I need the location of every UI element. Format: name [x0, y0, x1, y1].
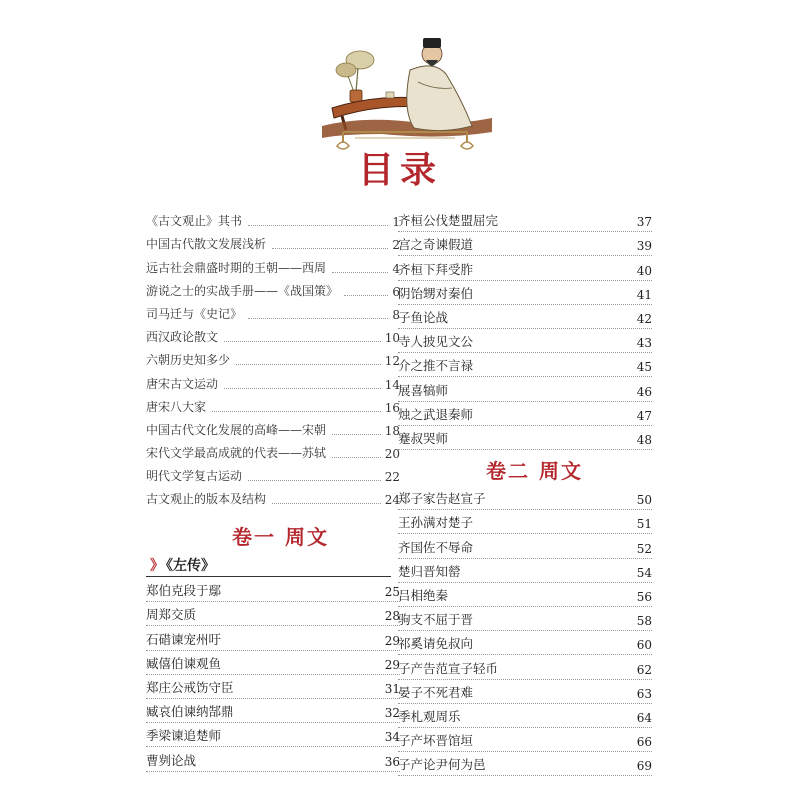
toc-entry-title: 古文观止的版本及结构 [146, 492, 267, 507]
toc-entry-title: 齐桓下拜受胙 [398, 261, 474, 277]
dot-leader [224, 341, 381, 342]
toc-entry[interactable] [146, 699, 400, 723]
toc-entry-title: 子产坏晋馆垣 [398, 733, 474, 749]
toc-entry[interactable] [398, 305, 652, 329]
toc-entry-page: 18 [384, 423, 400, 438]
toc-entry[interactable] [146, 208, 400, 231]
dot-leader [332, 272, 388, 273]
toc-entry[interactable] [398, 353, 652, 377]
toc-entry-page: 56 [636, 589, 652, 604]
toc-entry-page: 36 [384, 754, 400, 769]
toc-entry[interactable] [398, 329, 652, 353]
toc-entry-title: 臧僖伯谏观鱼 [146, 655, 222, 671]
toc-entry-page: 10 [384, 331, 400, 346]
scholar-illustration [322, 30, 492, 140]
toc-entry-title: 季札观周乐 [398, 708, 461, 724]
toc-entry-page: 31 [384, 681, 400, 696]
toc-entry[interactable] [398, 607, 652, 631]
dot-leader [248, 318, 388, 319]
toc-entry-page: 29 [384, 633, 400, 648]
toc-entry-title: 远古社会鼎盛时期的王朝——西周 [146, 260, 327, 275]
toc-entry-title: 蹇叔哭师 [398, 430, 449, 446]
toc-entry-title: 明代文学复古运动 [146, 469, 243, 484]
toc-entry-page: 43 [636, 336, 652, 351]
toc-entry-page: 16 [384, 400, 400, 415]
toc-entry-title: 石碏谏宠州吁 [146, 631, 222, 647]
toc-entry[interactable] [146, 324, 400, 347]
toc-entry-title: 郑伯克段于鄢 [146, 583, 222, 599]
toc-entry-title: 子鱼论战 [398, 309, 449, 325]
toc-entry-title: 晏子不死君难 [398, 684, 474, 700]
toc-entry-title: 子产论尹何为邑 [398, 757, 486, 773]
toc-entry[interactable] [398, 583, 652, 607]
volume-two-heading: 卷二 周文 [486, 459, 583, 483]
toc-entry-page: 20 [384, 447, 400, 462]
toc-entry-title: 中国古代文化发展的高峰——宋朝 [146, 422, 327, 437]
toc-entry[interactable] [398, 510, 652, 534]
dot-leader [332, 434, 381, 435]
toc-entry[interactable] [398, 281, 652, 305]
toc-entry[interactable] [398, 752, 652, 776]
toc-entry-title: 寺人披见文公 [398, 334, 474, 350]
toc-entry-page: 45 [636, 360, 652, 375]
toc-entry-page: 2 [392, 238, 400, 253]
toc-entry-page: 8 [392, 307, 400, 322]
toc-entry-page: 22 [384, 470, 400, 485]
toc-entry[interactable] [146, 723, 400, 747]
toc-entry[interactable] [146, 486, 400, 509]
right-list [398, 208, 652, 450]
toc-entry-page: 4 [392, 261, 400, 276]
toc-entry-page: 62 [636, 662, 652, 677]
toc-entry-title: 驹支不屈于晋 [398, 612, 474, 628]
subsection-divider [146, 576, 391, 577]
toc-entry-title: 祁奚请免叔向 [398, 636, 474, 652]
volume-two-list [398, 486, 652, 776]
toc-entry-page: 69 [636, 759, 652, 774]
toc-entry[interactable] [146, 301, 400, 324]
toc-entry-page: 63 [636, 686, 652, 701]
toc-entry-title: 郑子家告赵宣子 [398, 491, 486, 507]
toc-entry[interactable] [146, 747, 400, 771]
toc-entry[interactable] [146, 347, 400, 370]
toc-entry-page: 47 [636, 408, 652, 423]
toc-entry[interactable] [146, 602, 400, 626]
toc-entry[interactable] [398, 655, 652, 679]
toc-entry-title: 王孙满对楚子 [398, 515, 474, 531]
toc-entry-title: 唐宋古文运动 [146, 376, 219, 391]
dot-leader [212, 411, 381, 412]
toc-entry-title: 《古文观止》其书 [146, 214, 243, 229]
toc-entry-page: 41 [636, 287, 652, 302]
toc-entry-title: 西汉政论散文 [146, 330, 219, 345]
toc-entry[interactable] [398, 534, 652, 558]
toc-entry[interactable] [398, 426, 652, 450]
toc-entry[interactable] [398, 377, 652, 401]
dot-leader [344, 295, 388, 296]
dot-leader [332, 457, 381, 458]
toc-entry-page: 37 [636, 215, 652, 230]
toc-entry-page: 14 [384, 377, 400, 392]
toc-entry-page: 64 [636, 710, 652, 725]
toc-entry-page: 34 [384, 730, 400, 745]
toc-entry-title: 六朝历史知多少 [146, 353, 231, 368]
toc-entry-title: 唐宋八大家 [146, 399, 207, 414]
toc-entry-title: 阴饴甥对秦伯 [398, 285, 474, 301]
toc-entry-title: 展喜犒师 [398, 382, 449, 398]
dot-leader [272, 248, 388, 249]
toc-entry-title: 吕相绝秦 [398, 587, 449, 603]
toc-entry-title: 齐国佐不辱命 [398, 539, 474, 555]
toc-entry[interactable] [146, 440, 400, 463]
toc-entry[interactable] [146, 578, 400, 602]
toc-entry[interactable] [398, 402, 652, 426]
volume-one-list [146, 578, 400, 772]
toc-entry-page: 25 [384, 585, 400, 600]
toc-entry-title: 烛之武退秦师 [398, 406, 474, 422]
toc-entry-title: 宫之奇谏假道 [398, 237, 474, 253]
toc-entry[interactable] [146, 278, 400, 301]
toc-entry-title: 楚归晋知罃 [398, 563, 461, 579]
dot-leader [248, 225, 388, 226]
toc-entry[interactable] [146, 254, 400, 277]
toc-entry-title: 周郑交质 [146, 607, 197, 623]
toc-entry-page: 1 [392, 215, 400, 230]
toc-entry-page: 32 [384, 706, 400, 721]
toc-entry-page: 12 [384, 354, 400, 369]
toc-entry-page: 40 [636, 263, 652, 278]
toc-entry-page: 52 [636, 541, 652, 556]
toc-entry[interactable] [146, 394, 400, 417]
toc-entry[interactable] [398, 559, 652, 583]
toc-entry[interactable] [146, 651, 400, 675]
toc-entry-page: 24 [384, 493, 400, 508]
toc-entry-title: 郑庄公戒饬守臣 [146, 679, 234, 695]
page-title: 目录 [357, 149, 442, 191]
toc-entry-title: 司马迁与《史记》 [146, 306, 243, 321]
subsection-marker-icon: 》 [150, 558, 164, 574]
subsection-label: 《左传》 [166, 558, 215, 574]
toc-entry[interactable] [146, 417, 400, 440]
toc-entry[interactable] [146, 675, 400, 699]
toc-entry-title: 介之推不言禄 [398, 358, 474, 374]
toc-entry-title: 游说之士的实战手册——《战国策》 [146, 283, 339, 298]
toc-entry-page: 54 [636, 565, 652, 580]
toc-entry-title: 中国古代散文发展浅析 [146, 237, 267, 252]
toc-entry-page: 48 [636, 432, 652, 447]
toc-entry[interactable] [398, 704, 652, 728]
toc-entry-page: 39 [636, 239, 652, 254]
toc-entry[interactable] [398, 631, 652, 655]
volume-one-heading: 卷一 周文 [232, 525, 329, 549]
toc-entry-title: 曹刿论战 [146, 752, 197, 768]
toc-entry-page: 58 [636, 614, 652, 629]
toc-entry[interactable] [398, 232, 652, 256]
toc-entry-page: 50 [636, 493, 652, 508]
toc-entry-page: 28 [384, 609, 400, 624]
toc-entry[interactable] [398, 256, 652, 280]
dot-leader [248, 480, 381, 481]
toc-entry-page: 6 [392, 284, 400, 299]
toc-entry-title: 季梁谏追楚师 [146, 728, 222, 744]
subsection-zuozhuan [150, 555, 215, 575]
toc-entry[interactable] [398, 208, 652, 232]
toc-entry-page: 46 [636, 384, 652, 399]
toc-entry-page: 60 [636, 638, 652, 653]
toc-entry-title: 臧哀伯谏纳郜鼎 [146, 704, 234, 720]
toc-entry[interactable] [398, 728, 652, 752]
toc-entry[interactable] [146, 626, 400, 650]
toc-entry[interactable] [398, 486, 652, 510]
dot-leader [224, 388, 381, 389]
toc-entry-title: 宋代文学最高成就的代表——苏轼 [146, 446, 327, 461]
toc-entry[interactable] [146, 231, 400, 254]
toc-entry[interactable] [398, 680, 652, 704]
intro-list [146, 208, 400, 509]
toc-entry-page: 51 [636, 517, 652, 532]
toc-entry[interactable] [146, 463, 400, 486]
toc-entry-page: 42 [636, 311, 652, 326]
dot-leader [272, 503, 381, 504]
toc-entry-page: 66 [636, 735, 652, 750]
toc-entry-title: 子产告范宣子轻币 [398, 660, 499, 676]
dot-leader [236, 364, 381, 365]
toc-entry[interactable] [146, 370, 400, 393]
toc-entry-page: 29 [384, 657, 400, 672]
toc-entry-title: 齐桓公伐楚盟屈完 [398, 213, 499, 229]
